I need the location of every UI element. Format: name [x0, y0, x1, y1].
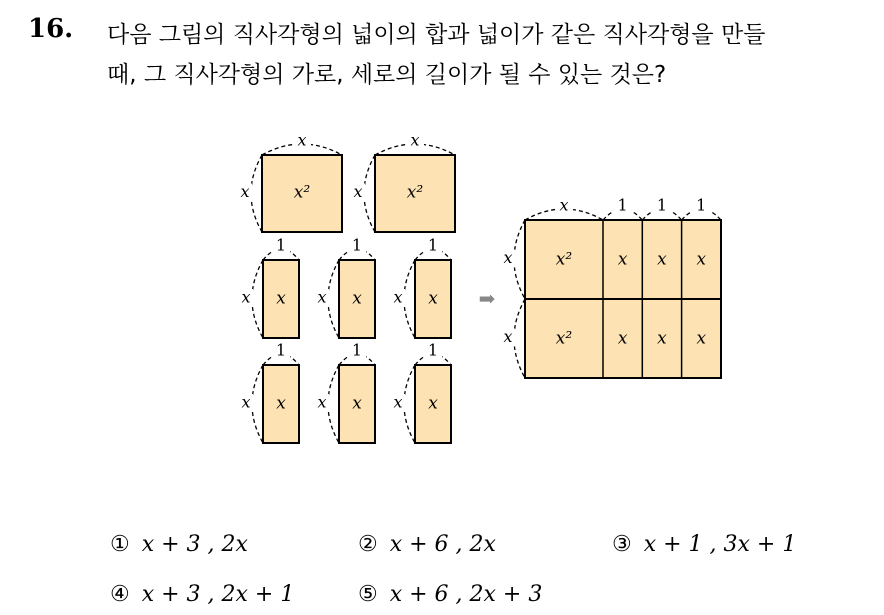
rect-5-label: x — [352, 393, 362, 414]
choice-3[interactable]: ③ x + 1 , 3x + 1 — [612, 532, 797, 557]
combined-left-x-2-label: x — [503, 327, 513, 346]
question-number: 16. — [28, 14, 74, 44]
rect-4-top-label: 1 — [275, 340, 287, 360]
combined-top-x-label: x — [559, 195, 569, 215]
combined-rect-label-1-3: x — [696, 249, 707, 270]
rect-3-left-arc — [404, 260, 415, 338]
combined-rect-label-1-1: x — [617, 249, 628, 270]
combined-square-label-2: x² — [555, 328, 573, 349]
rect-5-left-label: x — [317, 392, 327, 412]
rect-1-label: x — [276, 288, 286, 309]
square-1-label: x² — [293, 182, 311, 203]
rect-6-left-label: x — [393, 392, 403, 412]
combined-rect-label-2-2: x — [657, 328, 667, 349]
choice-1[interactable]: ① x + 3 , 2x — [110, 532, 248, 557]
rect-2-top-label: 1 — [351, 235, 363, 255]
rect-4-left-arc — [252, 365, 263, 443]
combined-top-one-2-label: 1 — [656, 195, 668, 215]
combined-left-x-1-arc — [514, 220, 525, 299]
question-text-line-2: 때, 그 직사각형의 가로, 세로의 길이가 될 수 있는 것은? — [107, 62, 667, 88]
combined-square-label-1: x² — [555, 249, 573, 270]
square-2-label: x² — [406, 182, 424, 203]
combined-rect-label-1-2: x — [657, 249, 667, 270]
rect-5-top-label: 1 — [351, 340, 363, 360]
rect-2-label: x — [352, 288, 362, 309]
rect-3-label: x — [428, 288, 438, 309]
square-2-left-label: x — [353, 182, 363, 201]
rect-6-label: x — [428, 393, 438, 414]
rect-2-left-arc — [328, 260, 339, 338]
choice-5[interactable]: ⑤ x + 6 , 2x + 3 — [358, 582, 543, 607]
combined-top-one-1-label: 1 — [617, 195, 628, 215]
choice-4[interactable]: ④ x + 3 , 2x + 1 — [110, 582, 295, 607]
choice-2[interactable]: ② x + 6 , 2x — [358, 532, 496, 557]
rect-6-top-label: 1 — [427, 340, 439, 360]
combined-top-one-3-label: 1 — [696, 195, 707, 215]
rect-5-left-arc — [328, 365, 339, 443]
square-2-left-arc — [364, 155, 375, 232]
square-1-left-label: x — [240, 182, 250, 201]
rect-2-left-label: x — [317, 287, 327, 307]
square-1-left-arc — [251, 155, 262, 232]
rect-4-label: x — [276, 393, 286, 414]
rect-1-left-label: x — [241, 287, 251, 307]
rect-3-left-label: x — [393, 287, 403, 307]
right-arrow: ➡ — [478, 286, 496, 311]
question-text-line-1: 다음 그림의 직사각형의 넓이의 합과 넓이가 같은 직사각형을 만들 — [107, 22, 766, 48]
rect-3-top-label: 1 — [427, 235, 439, 255]
combined-rect-label-2-3: x — [696, 328, 707, 349]
rect-1-left-arc — [252, 260, 263, 338]
rect-1-top-label: 1 — [275, 235, 287, 255]
rect-6-left-arc — [404, 365, 415, 443]
combined-left-x-1-label: x — [503, 248, 513, 267]
combined-left-x-2-arc — [514, 299, 525, 378]
combined-rect-label-2-1: x — [617, 328, 628, 349]
square-2-top-label: x — [410, 130, 420, 150]
rect-4-left-label: x — [241, 392, 251, 412]
square-1-top-label: x — [297, 130, 307, 150]
